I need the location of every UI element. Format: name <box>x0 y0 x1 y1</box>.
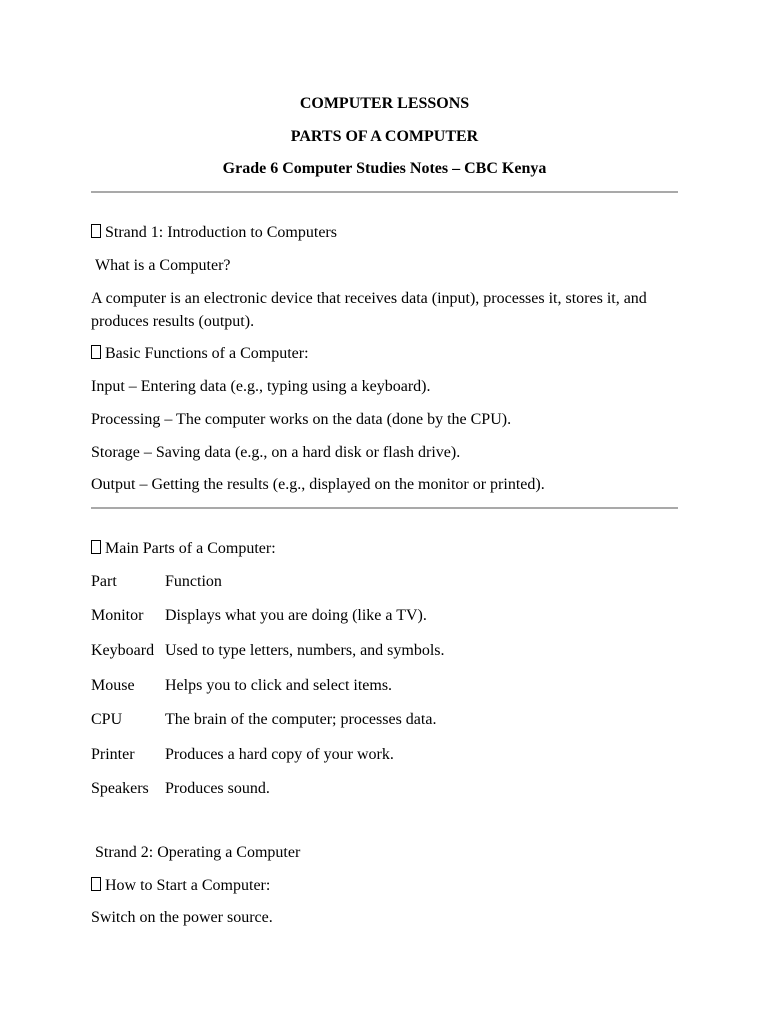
part-function: The brain of the computer; processes data. <box>165 711 437 728</box>
part-function: Helps you to click and select items. <box>165 677 393 694</box>
part-name: Speakers <box>91 780 149 797</box>
computer-definition: A computer is an electronic device that receives data (input), processes it, stores it, and produces results (output). <box>91 290 647 330</box>
strand1-heading: Strand 1: Introduction to Computers <box>91 221 678 244</box>
missing-glyph-icon <box>91 224 101 238</box>
part-function: Used to type letters, numbers, and symbols. <box>165 642 445 659</box>
part-name: Monitor <box>91 607 144 624</box>
function-processing: Processing – The computer works on the data (done by the CPU). <box>91 411 512 428</box>
strand2-heading: Strand 2: Operating a Computer <box>95 844 301 861</box>
start-step: Switch on the power source. <box>91 909 273 926</box>
missing-glyph-icon <box>91 877 101 891</box>
column-header-function: Function <box>165 573 222 590</box>
part-function: Produces sound. <box>165 780 270 797</box>
horizontal-rule <box>91 507 678 509</box>
missing-glyph-icon <box>91 540 101 554</box>
start-heading: How to Start a Computer: <box>91 874 678 897</box>
part-name: Mouse <box>91 677 135 694</box>
missing-glyph-icon <box>91 345 101 359</box>
part-name: Keyboard <box>91 642 155 659</box>
function-input: Input – Entering data (e.g., typing using a keyboard). <box>91 378 431 395</box>
part-name: Printer <box>91 746 135 763</box>
question-heading: What is a Computer? <box>95 257 231 274</box>
part-function: Produces a hard copy of your work. <box>165 746 394 763</box>
parts-heading: Main Parts of a Computer: <box>91 537 678 560</box>
functions-heading: Basic Functions of a Computer: <box>91 342 678 365</box>
column-header-part: Part <box>91 573 117 590</box>
document-subtitle: PARTS OF A COMPUTER <box>290 128 479 145</box>
part-name: CPU <box>91 711 123 728</box>
function-output: Output – Getting the results (e.g., displayed on the monitor or printed). <box>91 476 545 493</box>
part-function: Displays what you are doing (like a TV). <box>165 607 427 624</box>
document-title: COMPUTER LESSONS <box>299 95 470 112</box>
function-storage: Storage – Saving data (e.g., on a hard disk or flash drive). <box>91 444 461 461</box>
horizontal-rule <box>91 191 678 193</box>
document-grade-line: Grade 6 Computer Studies Notes – CBC Kenya <box>222 160 547 177</box>
